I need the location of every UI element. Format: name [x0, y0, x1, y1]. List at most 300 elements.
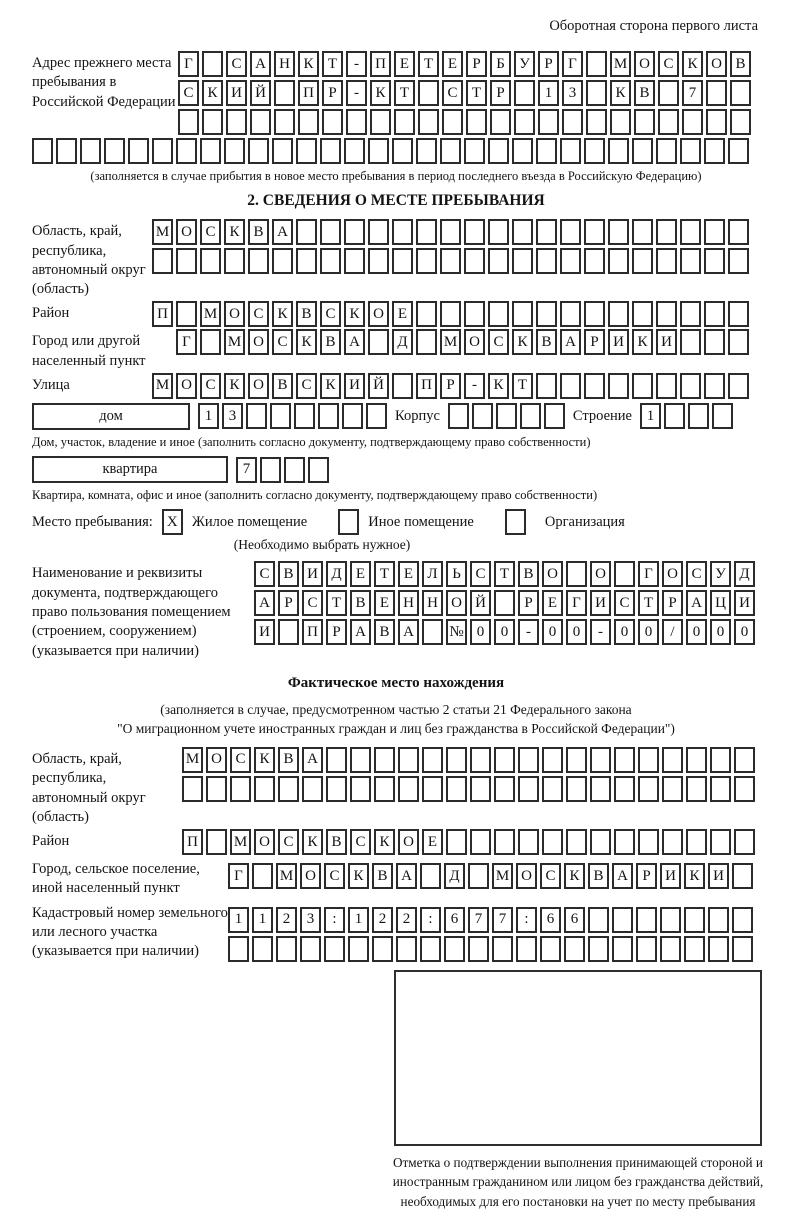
char-box: П	[370, 51, 391, 77]
char-box	[302, 776, 323, 802]
char-box: О	[706, 51, 727, 77]
char-box	[704, 138, 725, 164]
char-box	[732, 936, 753, 962]
char-box: Р	[278, 590, 299, 616]
char-box	[608, 138, 629, 164]
previous-address-caption: (заполняется в случае прибытия в новое место пребывания в период последнего въезда в Российскую Федерацию)	[90, 169, 702, 183]
char-box	[320, 248, 341, 274]
char-box	[662, 829, 683, 855]
char-box: П	[152, 301, 173, 327]
cadastral-label: Кадастровый номер земельного или лесного участка (указывается при наличии)	[32, 904, 228, 960]
char-box	[704, 248, 725, 274]
char-box	[202, 109, 223, 135]
region-label: Область, край, республика, автономный округ (область)	[32, 223, 146, 298]
char-box	[272, 138, 293, 164]
street-label: Улица	[32, 376, 70, 393]
char-box: Е	[398, 561, 419, 587]
char-box	[284, 457, 305, 483]
char-box	[584, 138, 605, 164]
char-box: К	[610, 80, 631, 106]
previous-address-row-1	[178, 51, 751, 77]
district-block	[32, 301, 760, 327]
char-box	[512, 301, 533, 327]
char-box	[518, 829, 539, 855]
char-box	[278, 776, 299, 802]
char-box	[730, 80, 751, 106]
char-box	[494, 776, 515, 802]
cadastral-block	[32, 901, 760, 962]
char-box: К	[370, 80, 391, 106]
char-box	[298, 109, 319, 135]
char-box: В	[536, 329, 557, 355]
char-box	[588, 907, 609, 933]
char-box	[680, 373, 701, 399]
char-box	[632, 301, 653, 327]
char-box: Р	[584, 329, 605, 355]
char-box: В	[730, 51, 751, 77]
char-box: М	[182, 747, 203, 773]
district-row	[152, 301, 749, 327]
char-box	[350, 776, 371, 802]
char-box: О	[176, 373, 197, 399]
char-box: Й	[368, 373, 389, 399]
char-box: С	[442, 80, 463, 106]
char-box	[446, 829, 467, 855]
actual-city-label: Город, сельское поселение, иной населенный пункт	[32, 861, 200, 897]
char-box: Н	[422, 590, 443, 616]
char-box: Н	[398, 590, 419, 616]
char-box	[704, 373, 725, 399]
char-box	[704, 329, 725, 355]
char-box	[446, 747, 467, 773]
char-box	[128, 138, 149, 164]
char-box	[684, 907, 705, 933]
char-box	[56, 138, 77, 164]
char-box: К	[202, 80, 223, 106]
char-box: И	[656, 329, 677, 355]
char-box: 2	[372, 907, 393, 933]
char-box: Т	[418, 51, 439, 77]
char-box	[636, 907, 657, 933]
char-box: Е	[392, 301, 413, 327]
checkbox-residential: X	[162, 509, 183, 535]
char-box	[272, 248, 293, 274]
char-box	[416, 301, 437, 327]
char-box	[516, 936, 537, 962]
char-box: 1	[228, 907, 249, 933]
char-box	[420, 863, 441, 889]
char-box	[152, 248, 173, 274]
char-box	[728, 329, 749, 355]
char-box: Е	[422, 829, 443, 855]
char-box	[540, 936, 561, 962]
char-box	[638, 747, 659, 773]
char-box: И	[254, 619, 275, 645]
char-box: А	[250, 51, 271, 77]
char-box	[728, 248, 749, 274]
char-box	[560, 219, 581, 245]
char-box	[440, 219, 461, 245]
char-box	[638, 829, 659, 855]
char-box	[318, 403, 339, 429]
char-box	[512, 138, 533, 164]
char-box	[664, 403, 685, 429]
apartment-block	[32, 456, 760, 483]
char-box	[392, 373, 413, 399]
char-box	[614, 829, 635, 855]
char-box	[416, 248, 437, 274]
char-box	[488, 219, 509, 245]
char-box	[206, 829, 227, 855]
confirmation-stamp-caption: Отметка о подтверждении выполнения принимающей стороной и иностранным гражданином или лицом без гражданства действий, необходимых для его постановки на учет по месту пребывания	[392, 1154, 764, 1210]
char-box: К	[224, 373, 245, 399]
previous-address-label: Адрес прежнего места пребывания в Российской Федерации	[32, 55, 176, 110]
char-box	[206, 776, 227, 802]
char-box: С	[614, 590, 635, 616]
char-box: К	[344, 301, 365, 327]
korpus-label: Корпус	[395, 407, 440, 424]
actual-region-block	[32, 747, 760, 827]
char-box: В	[518, 561, 539, 587]
char-box	[176, 248, 197, 274]
char-box: О	[176, 219, 197, 245]
char-box: И	[660, 863, 681, 889]
page-side-note: Оборотная сторона первого листа	[549, 18, 758, 34]
char-box	[470, 776, 491, 802]
section2-title: 2. СВЕДЕНИЯ О МЕСТЕ ПРЕБЫВАНИЯ	[247, 192, 545, 210]
char-box	[658, 80, 679, 106]
char-box	[734, 776, 755, 802]
char-box: К	[348, 863, 369, 889]
char-box	[680, 301, 701, 327]
char-box	[512, 219, 533, 245]
char-box	[706, 109, 727, 135]
char-box: 6	[540, 907, 561, 933]
char-box: Р	[490, 80, 511, 106]
char-box: М	[440, 329, 461, 355]
option-residential-label: Жилое помещение	[191, 513, 308, 530]
char-box: С	[254, 561, 275, 587]
char-box	[566, 747, 587, 773]
house-field-label: дом	[32, 403, 190, 430]
char-box	[246, 403, 267, 429]
char-box	[260, 457, 281, 483]
char-box: А	[272, 219, 293, 245]
char-box: Й	[250, 80, 271, 106]
char-box	[538, 109, 559, 135]
char-box	[200, 138, 221, 164]
char-box: С	[200, 373, 221, 399]
char-box: П	[298, 80, 319, 106]
char-box	[322, 109, 343, 135]
option-organization-label: Организация	[544, 513, 625, 530]
char-box: А	[350, 619, 371, 645]
char-box: 7	[492, 907, 513, 933]
char-box	[688, 403, 709, 429]
char-box	[660, 907, 681, 933]
char-box	[656, 301, 677, 327]
char-box	[542, 776, 563, 802]
char-box: С	[540, 863, 561, 889]
char-box	[680, 138, 701, 164]
char-box	[464, 301, 485, 327]
char-box: Е	[542, 590, 563, 616]
char-box: 0	[710, 619, 731, 645]
char-box	[710, 776, 731, 802]
char-box	[704, 301, 725, 327]
char-box: С	[320, 301, 341, 327]
char-box: 3	[562, 80, 583, 106]
char-box	[250, 109, 271, 135]
checkbox-other-premises	[338, 509, 359, 535]
char-box	[274, 109, 295, 135]
char-box: Т	[512, 373, 533, 399]
char-box	[254, 776, 275, 802]
stay-type-label: Место пребывания:	[32, 513, 153, 530]
char-box	[656, 373, 677, 399]
char-box	[278, 619, 299, 645]
char-box	[416, 219, 437, 245]
char-box: 0	[566, 619, 587, 645]
char-box	[612, 907, 633, 933]
char-box	[230, 776, 251, 802]
char-box	[566, 829, 587, 855]
char-box	[608, 248, 629, 274]
char-box: -	[518, 619, 539, 645]
char-box	[348, 936, 369, 962]
char-box: Р	[662, 590, 683, 616]
char-box	[490, 109, 511, 135]
char-box: О	[368, 301, 389, 327]
actual-location-caption-1: (заполняется в случае, предусмотренном частью 2 статьи 21 Федерального закона	[160, 701, 632, 717]
char-box: О	[224, 301, 245, 327]
char-box	[300, 936, 321, 962]
previous-address-block	[32, 51, 760, 135]
ownership-document-label: Наименование и реквизиты документа, подтверждающего право пользования помещением (строением, сооружением) (указывается при наличии)	[32, 565, 231, 659]
char-box: Д	[392, 329, 413, 355]
char-box	[586, 109, 607, 135]
char-box	[274, 80, 295, 106]
char-box	[392, 248, 413, 274]
previous-address-row-3	[178, 109, 751, 135]
char-box: -	[464, 373, 485, 399]
char-box	[634, 109, 655, 135]
char-box	[518, 776, 539, 802]
char-box: М	[152, 373, 173, 399]
char-box	[708, 936, 729, 962]
char-box: К	[302, 829, 323, 855]
char-box: 1	[348, 907, 369, 933]
char-box	[448, 403, 469, 429]
char-box	[224, 248, 245, 274]
char-box: -	[590, 619, 611, 645]
char-box	[374, 776, 395, 802]
char-box: Е	[442, 51, 463, 77]
char-box	[588, 936, 609, 962]
char-box	[202, 51, 223, 77]
char-box	[392, 219, 413, 245]
char-box: К	[374, 829, 395, 855]
char-box	[662, 747, 683, 773]
char-box	[680, 248, 701, 274]
region-row-2	[152, 248, 749, 274]
char-box	[686, 829, 707, 855]
char-box: С	[178, 80, 199, 106]
char-box	[632, 373, 653, 399]
char-box: С	[296, 373, 317, 399]
char-box	[632, 219, 653, 245]
char-box	[662, 776, 683, 802]
char-box: А	[398, 619, 419, 645]
house-caption: Дом, участок, владение и иное (заполнить согласно документу, подтверждающему право собственности)	[32, 434, 591, 449]
char-box	[536, 373, 557, 399]
region-row-1	[152, 219, 749, 245]
char-box	[444, 936, 465, 962]
char-box: 3	[222, 403, 243, 429]
char-box	[176, 138, 197, 164]
char-box	[706, 80, 727, 106]
char-box: 0	[494, 619, 515, 645]
char-box: С	[488, 329, 509, 355]
char-box	[536, 138, 557, 164]
actual-district-block	[32, 829, 760, 855]
char-box	[368, 138, 389, 164]
previous-address-row-2	[178, 80, 751, 106]
char-box	[564, 936, 585, 962]
char-box	[372, 936, 393, 962]
char-box: 0	[542, 619, 563, 645]
char-box: К	[684, 863, 705, 889]
char-box: 7	[468, 907, 489, 933]
char-box: С	[248, 301, 269, 327]
char-box	[636, 936, 657, 962]
char-box	[536, 248, 557, 274]
char-box	[398, 747, 419, 773]
char-box	[682, 109, 703, 135]
char-box: О	[446, 590, 467, 616]
char-box	[294, 403, 315, 429]
char-box	[542, 829, 563, 855]
city-row	[176, 329, 749, 355]
char-box: Д	[734, 561, 755, 587]
char-box	[252, 936, 273, 962]
char-box: 1	[640, 403, 661, 429]
char-box	[658, 109, 679, 135]
char-box	[80, 138, 101, 164]
char-box	[710, 747, 731, 773]
char-box: И	[344, 373, 365, 399]
char-box	[368, 219, 389, 245]
char-box: В	[272, 373, 293, 399]
char-box	[418, 109, 439, 135]
char-box	[422, 619, 443, 645]
char-box	[324, 936, 345, 962]
char-box	[732, 863, 753, 889]
char-box	[586, 80, 607, 106]
char-box: Г	[176, 329, 197, 355]
char-box	[614, 561, 635, 587]
char-box: Т	[394, 80, 415, 106]
actual-city-row	[228, 863, 753, 889]
char-box: С	[302, 590, 323, 616]
char-box	[590, 747, 611, 773]
char-box	[728, 301, 749, 327]
char-box	[494, 747, 515, 773]
char-box	[562, 109, 583, 135]
char-box: С	[324, 863, 345, 889]
char-box: О	[634, 51, 655, 77]
stay-type-note: (Необходимо выбрать нужное)	[233, 537, 411, 553]
char-box	[320, 138, 341, 164]
ownership-document-row-2	[254, 590, 755, 616]
char-box	[396, 936, 417, 962]
char-box: Г	[228, 863, 249, 889]
char-box	[464, 219, 485, 245]
char-box: Т	[494, 561, 515, 587]
actual-location-title: Фактическое место нахождения	[287, 674, 505, 691]
char-box	[728, 219, 749, 245]
char-box	[200, 248, 221, 274]
actual-district-label: Район	[32, 833, 70, 850]
char-box: К	[682, 51, 703, 77]
char-box	[590, 776, 611, 802]
char-box: Д	[444, 863, 465, 889]
char-box	[344, 219, 365, 245]
char-box: О	[254, 829, 275, 855]
char-box	[308, 457, 329, 483]
char-box	[586, 51, 607, 77]
char-box: В	[248, 219, 269, 245]
char-box	[296, 248, 317, 274]
char-box: С	[230, 747, 251, 773]
char-box: К	[564, 863, 585, 889]
char-box: №	[446, 619, 467, 645]
char-box: Т	[322, 51, 343, 77]
char-box	[608, 373, 629, 399]
char-box: Т	[374, 561, 395, 587]
stay-type-row	[32, 509, 760, 535]
char-box: В	[634, 80, 655, 106]
char-box: 0	[638, 619, 659, 645]
char-box: А	[686, 590, 707, 616]
char-box	[32, 138, 53, 164]
char-box: Д	[326, 561, 347, 587]
char-box	[200, 329, 221, 355]
char-box	[512, 248, 533, 274]
char-box	[440, 248, 461, 274]
char-box: К	[296, 329, 317, 355]
char-box	[680, 329, 701, 355]
char-box	[228, 936, 249, 962]
char-box	[270, 403, 291, 429]
char-box: К	[224, 219, 245, 245]
korpus-row	[448, 403, 565, 429]
char-box: М	[200, 301, 221, 327]
actual-region-row-2	[182, 776, 755, 802]
option-other-premises-label: Иное помещение	[368, 513, 474, 530]
char-box: 7	[682, 80, 703, 106]
char-box: Е	[394, 51, 415, 77]
char-box	[488, 301, 509, 327]
char-box: Р	[538, 51, 559, 77]
char-box	[680, 219, 701, 245]
previous-address-row-4	[32, 138, 760, 164]
char-box: Т	[638, 590, 659, 616]
char-box	[612, 936, 633, 962]
char-box	[350, 747, 371, 773]
char-box: А	[302, 747, 323, 773]
char-box: Б	[490, 51, 511, 77]
